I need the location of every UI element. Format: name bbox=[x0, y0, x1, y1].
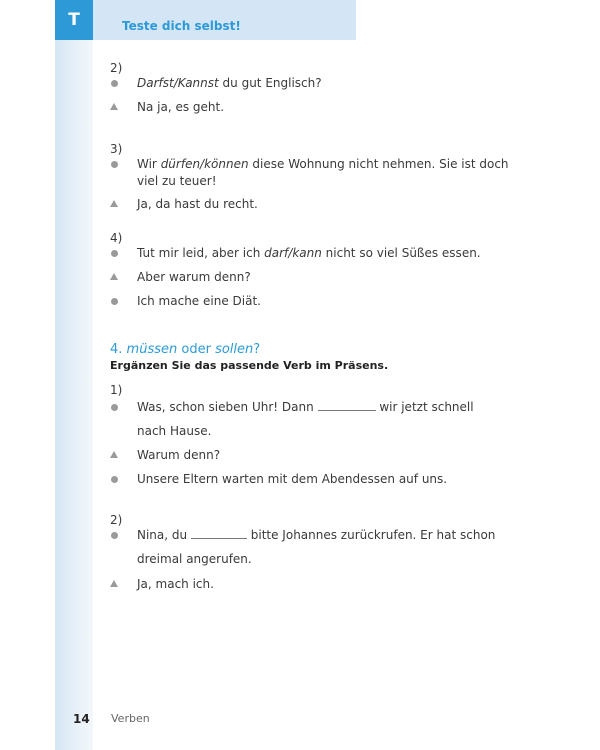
fill-in-blank[interactable] bbox=[318, 400, 376, 411]
side-bar bbox=[55, 40, 93, 750]
dialogue-line: Ja, da hast du recht. bbox=[137, 197, 258, 211]
speaker-a-bullet bbox=[111, 250, 118, 257]
speaker-a-bullet bbox=[111, 161, 118, 168]
exercise-title: 4. müssen oder sollen? bbox=[110, 342, 261, 357]
speaker-a-bullet bbox=[111, 298, 118, 305]
fill-in-blank[interactable] bbox=[191, 528, 247, 539]
speaker-b-triangle bbox=[110, 200, 118, 207]
dialogue-line: Ja, mach ich. bbox=[137, 577, 214, 591]
dialogue-line: Was, schon sieben Uhr! Dann wir jetzt schnell bbox=[137, 400, 474, 414]
dialogue-line: Nina, du bitte Johannes zurückrufen. Er hat schon bbox=[137, 528, 496, 542]
section-label: Verben bbox=[111, 712, 150, 725]
page-number: 14 bbox=[73, 712, 90, 726]
dialogue-line: Unsere Eltern warten mit dem Abendessen auf uns. bbox=[137, 472, 448, 486]
dialogue-line: Ich mache eine Diät. bbox=[137, 294, 261, 308]
dialogue-line: Aber warum denn? bbox=[137, 270, 251, 284]
chapter-letter: T bbox=[68, 10, 80, 30]
speaker-a-bullet bbox=[111, 404, 118, 411]
speaker-a-bullet bbox=[111, 476, 118, 483]
item-number: 2) bbox=[110, 513, 123, 527]
dialogue-line: Warum denn? bbox=[137, 448, 221, 462]
chapter-tab bbox=[55, 0, 93, 40]
item-number: 3) bbox=[110, 142, 123, 156]
page-title: Teste dich selbst! bbox=[122, 19, 241, 33]
item-number: 4) bbox=[110, 231, 123, 245]
speaker-b-triangle bbox=[110, 451, 118, 458]
item-number: 2) bbox=[110, 61, 123, 75]
speaker-b-triangle bbox=[110, 580, 118, 587]
exercise-instruction: Ergänzen Sie das passende Verb im Präsens. bbox=[110, 359, 389, 372]
dialogue-line: Darfst/Kannst du gut Englisch? bbox=[137, 76, 322, 90]
dialogue-line: dreimal angerufen. bbox=[137, 552, 252, 566]
dialogue-line: Na ja, es geht. bbox=[137, 100, 225, 114]
dialogue-line: Tut mir leid, aber ich darf/kann nicht so viel Süßes essen. bbox=[137, 246, 481, 260]
item-number: 1) bbox=[110, 383, 123, 397]
speaker-b-triangle bbox=[110, 103, 118, 110]
speaker-a-bullet bbox=[111, 80, 118, 87]
speaker-a-bullet bbox=[111, 532, 118, 539]
speaker-b-triangle bbox=[110, 273, 118, 280]
dialogue-line: nach Hause. bbox=[137, 424, 212, 438]
dialogue-line: viel zu teuer! bbox=[137, 174, 217, 188]
dialogue-line: Wir dürfen/können diese Wohnung nicht nehmen. Sie ist doch bbox=[137, 157, 509, 171]
